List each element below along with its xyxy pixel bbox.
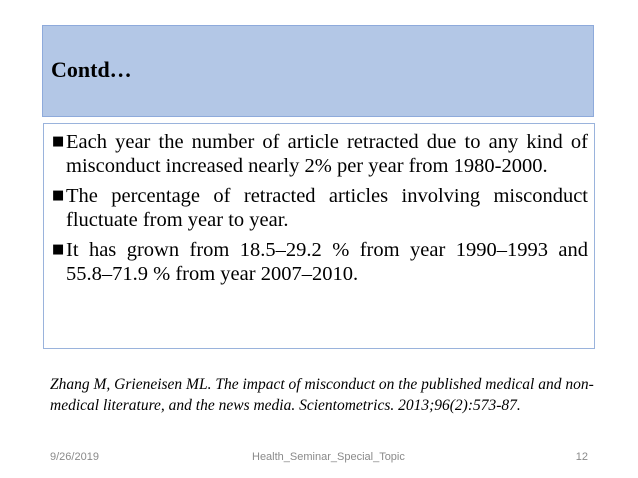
- square-bullet-icon: ■: [52, 134, 65, 149]
- content-box: [43, 123, 595, 349]
- square-bullet-icon: ■: [52, 242, 65, 257]
- bullet-text: The percentage of retracted articles involving misconduct fluctuate from year to year.: [66, 185, 588, 231]
- footer-page-number: 12: [575, 451, 588, 463]
- title-box: [42, 25, 594, 117]
- bullet-text: It has grown from 18.5–29.2 % from year 1990–1993 and 55.8–71.9 % from year 2007–2010.: [66, 239, 588, 285]
- citation: Zhang M, Grieneisen ML. The impact of misconduct on the published medical and non-medical literature, and the news media. Scientometrics. 2013;96(2):573-87.: [50, 376, 594, 414]
- bullet-text: Each year the number of article retracted due to any kind of misconduct increased nearly 2% per year from 1980-2000.: [66, 131, 588, 177]
- bullet-item: [52, 238, 588, 286]
- bullet-item: [52, 184, 588, 232]
- footer-topic: Health_Seminar_Special_Topic: [252, 451, 405, 463]
- square-bullet-icon: ■: [52, 188, 65, 203]
- footer-date: 9/26/2019: [50, 451, 99, 463]
- bullet-list: [52, 130, 588, 286]
- slide-title: Contd…: [51, 57, 132, 82]
- bullet-item: [52, 130, 588, 178]
